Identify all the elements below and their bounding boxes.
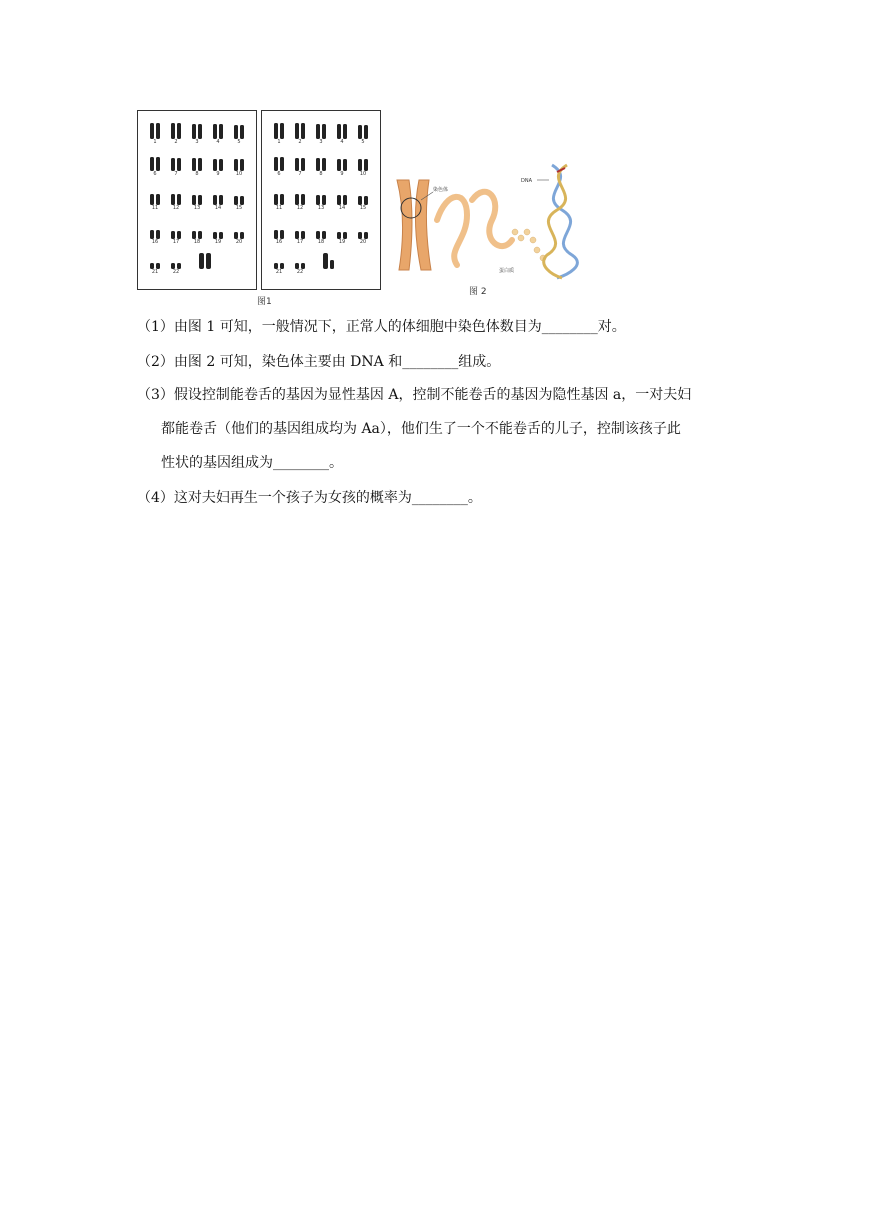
question-3-line-2: 都能卷舌（他们的基因组成均为 Aa），他们生了一个不能卷舌的儿子，控制该孩子此 <box>161 421 681 437</box>
karyotype-row <box>270 189 374 213</box>
chromosome-pair <box>354 123 372 147</box>
chromosome-pair <box>291 123 309 147</box>
karyotype-row <box>146 223 250 247</box>
chromosome-number: 6 <box>277 171 281 177</box>
chromosome-number: 22 <box>296 269 304 275</box>
chromosome-number: 8 <box>195 171 199 177</box>
chromosome-pair <box>312 155 330 179</box>
chromosome-pair <box>354 155 372 179</box>
chromosome-number: 20 <box>359 239 367 245</box>
chromosome-pair <box>333 223 351 247</box>
figure-1-caption: 图1 <box>257 297 272 307</box>
chromosome-shape <box>397 180 431 270</box>
chromosome-pair <box>270 223 288 247</box>
chromosome-pair <box>230 123 248 147</box>
chromosome-number: 22 <box>172 269 180 275</box>
chromosome-number: 1 <box>277 139 281 145</box>
chromosome-number: 4 <box>216 139 220 145</box>
chromosome-number: 9 <box>340 171 344 177</box>
chromosome-label: 染色体 <box>433 187 449 193</box>
question-1: （1）由图 1 可知，一般情况下，正常人的体细胞中染色体数目为________对。 <box>137 319 626 335</box>
chromosome-number: 21 <box>275 269 283 275</box>
chromosome-number: 15 <box>235 205 243 211</box>
chromosome-pair <box>167 189 185 213</box>
chromosome-number: 17 <box>296 239 304 245</box>
chromosome-number: 14 <box>338 205 346 211</box>
chromosome-number: 18 <box>317 239 325 245</box>
chromosome-pair <box>146 123 164 147</box>
chromosome-number: 20 <box>235 239 243 245</box>
karyotype-row <box>146 253 250 277</box>
chromosome-number: 8 <box>319 171 323 177</box>
chromosome-pair <box>354 189 372 213</box>
karyotype-row <box>270 223 374 247</box>
protein-label: 蛋白质 <box>499 268 515 274</box>
chromosome-pair <box>270 253 288 277</box>
coiled-fiber <box>437 192 512 265</box>
chromosome-number: 11 <box>151 205 159 211</box>
question-2: （2）由图 2 可知，染色体主要由 DNA 和________组成。 <box>137 354 501 370</box>
question-3-line-3: 性状的基因组成为________。 <box>161 455 343 471</box>
chromosome-number: 11 <box>275 205 283 211</box>
question-4: （4）这对夫妇再生一个孩子为女孩的概率为________。 <box>137 490 482 506</box>
chromosome-pair <box>209 123 227 147</box>
chromosome-pair <box>146 189 164 213</box>
dna-label: DNA <box>521 178 533 184</box>
chromosome-number: 3 <box>319 139 323 145</box>
chromosome-pair <box>167 223 185 247</box>
chromosome-pair <box>209 155 227 179</box>
karyotype-figure-2 <box>261 110 381 290</box>
chromosome-number: 7 <box>298 171 302 177</box>
figure-2-caption: 图 2 <box>469 287 487 297</box>
chromosome-pair <box>209 223 227 247</box>
chromosome-pair <box>291 155 309 179</box>
chromosome-number: 1 <box>153 139 157 145</box>
chromosome-pair <box>188 155 206 179</box>
chromosome-number: 21 <box>151 269 159 275</box>
chromosome-dna-illustration <box>387 160 587 280</box>
question-3-line-1: （3）假设控制能卷舌的基因为显性基因 A，控制不能卷舌的基因为隐性基因 a，一对夫妇 <box>137 387 692 403</box>
chromosome-number: 12 <box>296 205 304 211</box>
karyotype-row <box>146 123 250 147</box>
chromosome-pair <box>230 189 248 213</box>
chromosome-number: 12 <box>172 205 180 211</box>
chromosome-pair <box>312 223 330 247</box>
chromosome-number: 15 <box>359 205 367 211</box>
chromosome-number: 19 <box>338 239 346 245</box>
karyotype-row <box>270 155 374 179</box>
sex-chromosome-pair <box>320 253 338 277</box>
chromosome-pair <box>291 223 309 247</box>
chromosome-number: 16 <box>275 239 283 245</box>
chromosome-pair <box>146 253 164 277</box>
figure-row <box>137 110 597 310</box>
chromosome-pair <box>333 123 351 147</box>
chromosome-pair <box>333 189 351 213</box>
karyotype-row <box>270 123 374 147</box>
chromosome-number: 13 <box>317 205 325 211</box>
chromosome-number: 13 <box>193 205 201 211</box>
chromosome-number: 16 <box>151 239 159 245</box>
chromosome-number: 2 <box>174 139 178 145</box>
sex-chromosome-pair <box>196 253 214 277</box>
chromosome-number: 18 <box>193 239 201 245</box>
chromosome-pair <box>167 253 185 277</box>
chromosome-number: 5 <box>361 139 365 145</box>
chromosome-number: 5 <box>237 139 241 145</box>
karyotype-row <box>270 253 374 277</box>
chromosome-pair <box>270 189 288 213</box>
chromosome-pair <box>312 189 330 213</box>
chromosome-pair <box>146 155 164 179</box>
chromosome-number: 3 <box>195 139 199 145</box>
chromosome-pair <box>188 189 206 213</box>
chromosome-pair <box>230 223 248 247</box>
chromosome-number: 14 <box>214 205 222 211</box>
chromosome-pair <box>333 155 351 179</box>
chromosome-pair <box>230 155 248 179</box>
chromosome-number: 2 <box>298 139 302 145</box>
chromosome-number: 17 <box>172 239 180 245</box>
chromosome-pair <box>188 223 206 247</box>
chromosome-number: 4 <box>340 139 344 145</box>
dna-helix <box>544 165 578 278</box>
chromosome-number: 10 <box>359 171 367 177</box>
chromosome-pair <box>270 123 288 147</box>
chromosome-pair <box>167 155 185 179</box>
karyotype-row <box>146 155 250 179</box>
chromosome-pair <box>291 253 309 277</box>
chromosome-pair <box>146 223 164 247</box>
karyotype-figure-1 <box>137 110 257 290</box>
chromosome-pair <box>312 123 330 147</box>
chromosome-pair <box>291 189 309 213</box>
karyotype-row <box>146 189 250 213</box>
chromosome-pair <box>354 223 372 247</box>
chromosome-pair <box>209 189 227 213</box>
chromosome-number: 19 <box>214 239 222 245</box>
chromosome-pair <box>167 123 185 147</box>
chromosome-pair <box>270 155 288 179</box>
chromosome-number: 9 <box>216 171 220 177</box>
chromosome-number: 7 <box>174 171 178 177</box>
chromosome-number: 6 <box>153 171 157 177</box>
chromosome-number: 10 <box>235 171 243 177</box>
chromosome-pair <box>188 123 206 147</box>
nucleosome-beads <box>512 229 546 261</box>
